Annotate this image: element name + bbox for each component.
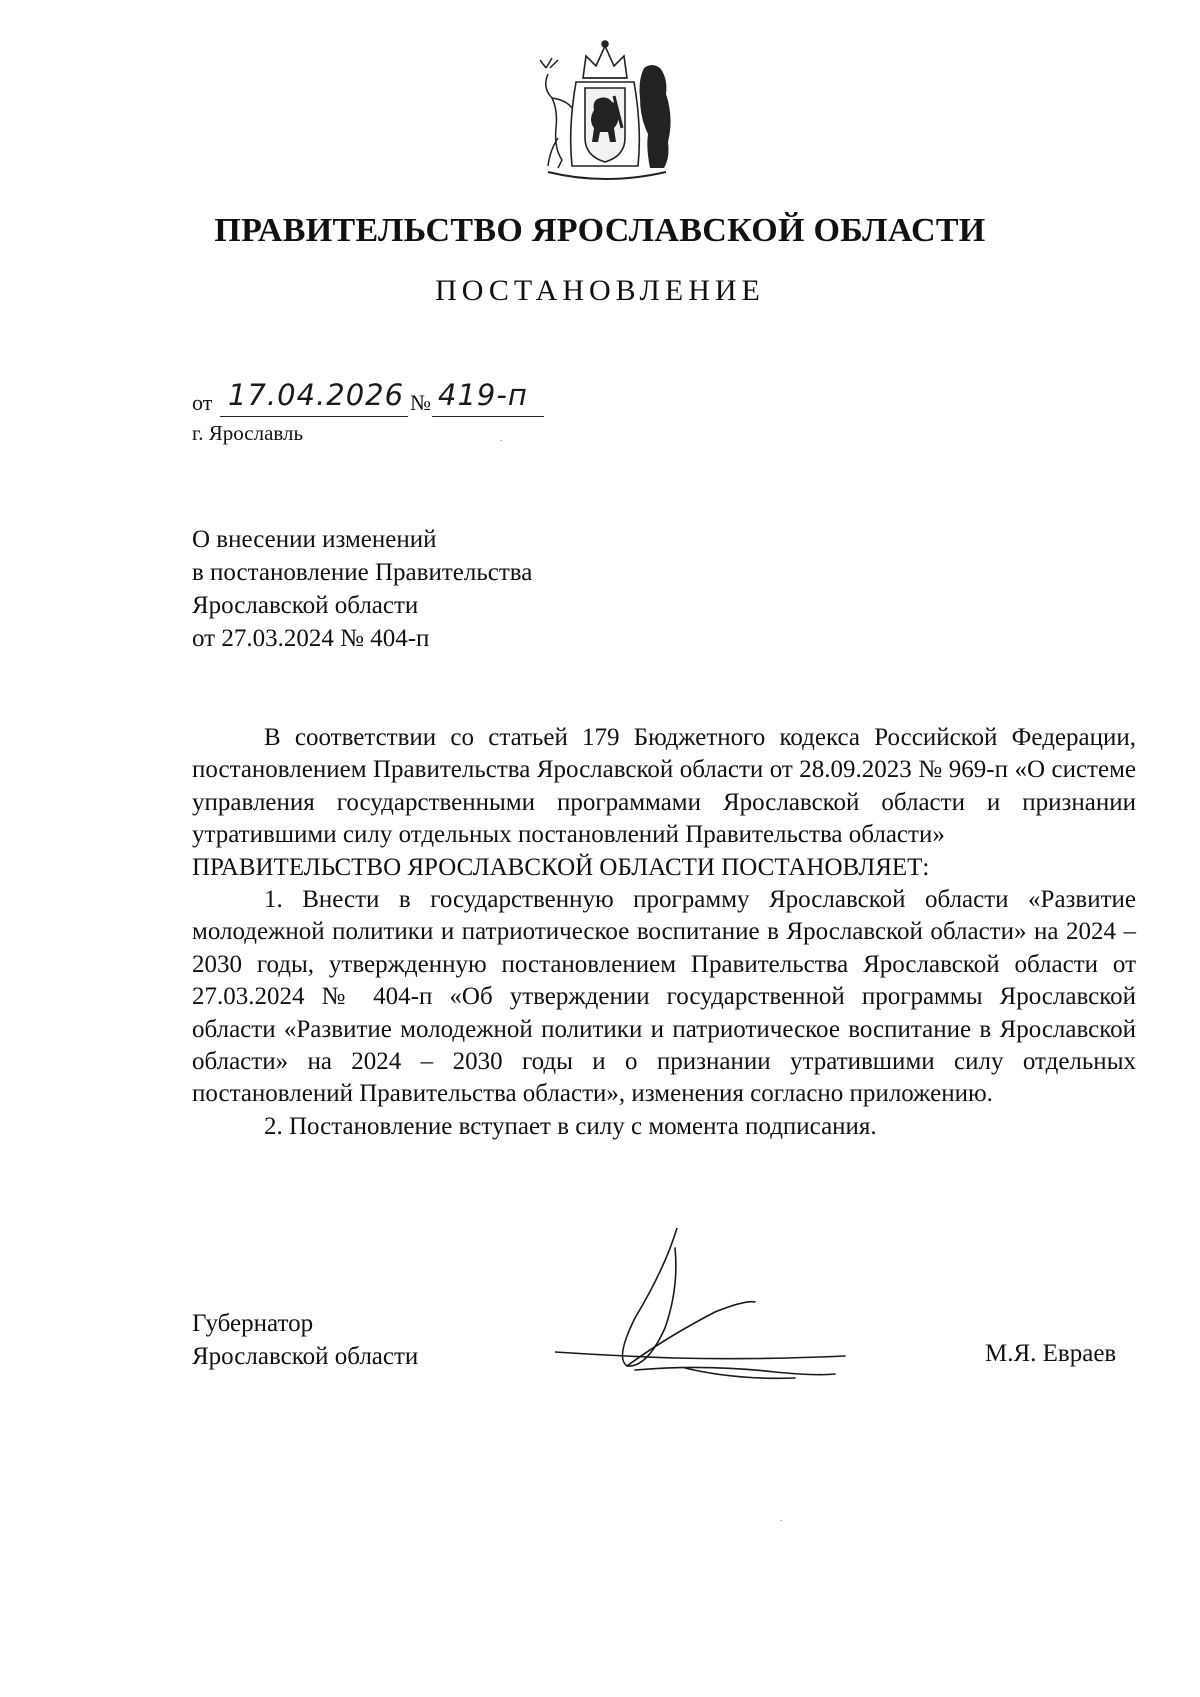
item-1-paragraph: 1. Внести в государственную программу Ярославской области «Развитие молодежной политики и патриотическое воспитание в Ярославской области» на 2024 – 2030 годы, утвержденную постановлением Правительства Ярославской области от 27.03.2024 № 404-п «Об утверждении государственной программы Ярославской области «Развитие молодежной политики и патриотическое воспитание в Ярославской области» на 2024 – 2030 годы и о признании утратившими силу отдельных постановлений Правительства области», изменения согласно приложению. <box>192 886 1136 1108</box>
signatory-name: М.Я. Евраев <box>985 1340 1117 1367</box>
document-body <box>192 722 1136 1143</box>
number-underline <box>432 416 544 417</box>
resolution-statement: ПРАВИТЕЛЬСТВО ЯРОСЛАВСКОЙ ОБЛАСТИ ПОСТАНОВЛЯЕТ: <box>192 853 930 881</box>
document-type: ПОСТАНОВЛЕНИЕ <box>435 274 765 307</box>
number-sign: № <box>410 390 431 415</box>
scan-speck <box>780 1520 782 1521</box>
city: г. Ярославль <box>192 421 304 445</box>
date-underline <box>220 416 408 417</box>
item-2-paragraph: 2. Постановление вступает в силу с момента подписания. <box>264 1112 877 1140</box>
subject-line: от 27.03.2024 № 404-п <box>192 625 430 652</box>
subject-line: О внесении изменений <box>192 526 437 553</box>
scan-speck <box>500 440 502 441</box>
handwritten-date: 17.04.2026 <box>228 378 405 412</box>
handwritten-signature <box>555 1228 925 1398</box>
coat-of-arms-icon <box>528 38 682 188</box>
subject-line: в постановление Правительства <box>192 559 533 586</box>
document-subject <box>192 523 532 655</box>
handwritten-number: 419-п <box>438 378 528 412</box>
dateline <box>192 378 552 418</box>
position-line: Губернатор <box>192 1310 314 1337</box>
signatory-position <box>192 1307 418 1373</box>
position-line: Ярославской области <box>192 1343 419 1370</box>
preamble-paragraph: В соответствии со статьей 179 Бюджетного кодекса Российской Федерации, постановлением Правительства Ярославской области от 28.09.2023 № 969-п «О системе управления государственными программами Ярославской области и признании утратившими силу отдельных постановлений Правительства области» <box>192 724 1136 849</box>
government-title: ПРАВИТЕЛЬСТВО ЯРОСЛАВСКОЙ ОБЛАСТИ <box>214 212 986 249</box>
date-prefix: от <box>192 390 213 415</box>
subject-line: Ярославской области <box>192 592 419 619</box>
